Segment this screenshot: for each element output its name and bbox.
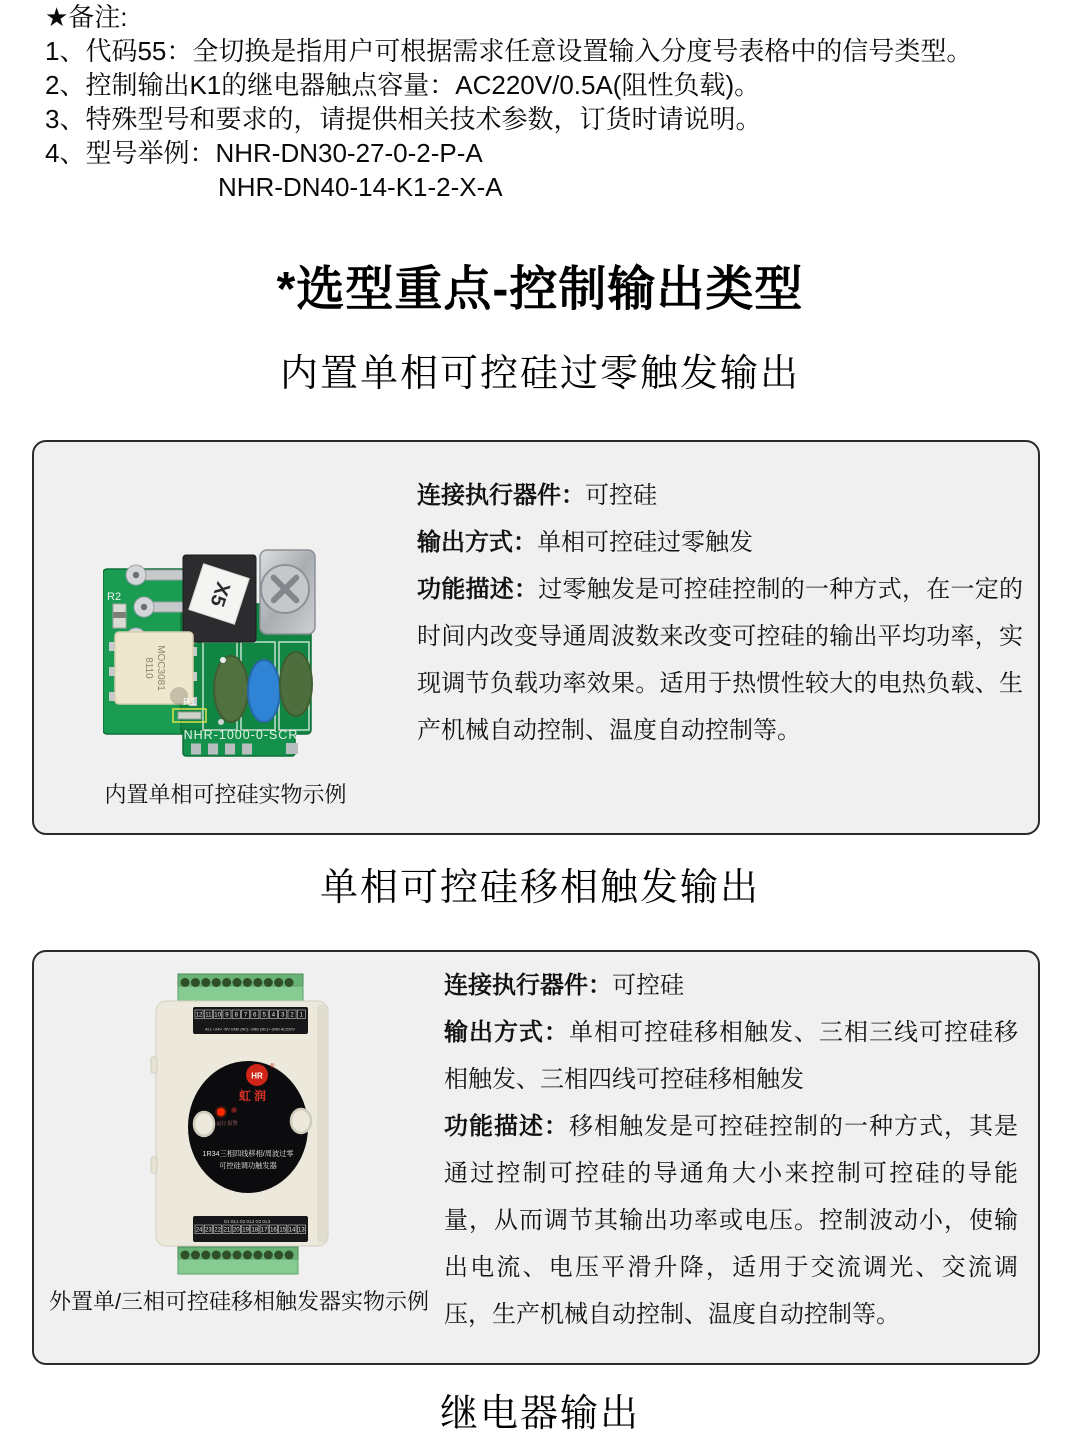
svg-text:17: 17 [260, 1227, 267, 1234]
spec-label: 功能描述： [444, 1113, 569, 1140]
pcb-bottom-pad [286, 743, 298, 754]
alarm-led-indicator [231, 1107, 237, 1113]
brand-name-text: 虹润 [238, 1089, 269, 1103]
pcb-label-r2: R2 [107, 591, 122, 603]
spec-connect-device [417, 472, 1023, 519]
svg-text:11: 11 [204, 1012, 211, 1019]
spec-text: 单相可控硅移相触发、三相三线可控硅移相触发、三相四线可控硅移相触发 [444, 1019, 1018, 1093]
module-top-label-strip [193, 1007, 308, 1034]
svg-text:7: 7 [243, 1012, 247, 1019]
spec-label: 输出方式： [417, 529, 537, 556]
svg-text:19: 19 [241, 1227, 249, 1234]
pcb-board-model-label: NHR-1000-0-SCR [183, 728, 299, 742]
module-top-terminal-labels: AL1 +24V +5V GND (NC)- GND (NC)+ GND AC220V [204, 1027, 295, 1032]
svg-text:18: 18 [251, 1227, 258, 1234]
mounting-hole [291, 1109, 311, 1133]
spec-label: 功能描述： [417, 576, 539, 603]
pcb-optocoupler [109, 632, 197, 706]
module-bottom-terminal-labels: G1 GL1 G2 GL2 G3 GL3 [223, 1219, 270, 1224]
spec-output-mode [417, 519, 1023, 566]
spec-connect-device [444, 962, 1018, 1009]
spec-label: 连接执行器件： [417, 482, 585, 509]
notes-block [45, 0, 972, 204]
svg-text:22: 22 [213, 1227, 221, 1234]
spec-text: 过零触发是可控硅控制的一种方式，在一定的时间内改变导通周波数来改变可控硅的输出平均功率，实现调节负载功率效果。适用于热惯性较大的电热负载、生产机械自动控制、温度自动控制等。 [417, 576, 1023, 744]
notes-header: ★备注: [45, 2, 128, 32]
svg-text:4: 4 [271, 1012, 275, 1019]
note-item-model-example: NHR-DN40-14-K1-2-X-A [218, 172, 503, 202]
svg-text:6: 6 [252, 1012, 257, 1019]
trigger-module-photo-illustration [147, 972, 332, 1277]
svg-text:20: 20 [232, 1227, 240, 1234]
svg-text:13: 13 [297, 1227, 305, 1234]
svg-text:24: 24 [195, 1227, 202, 1234]
svg-text:9: 9 [224, 1012, 229, 1019]
note-item: 1、代码55：全切换是指用户可根据需求任意设置输入分度号表格中的信号类型。 [45, 36, 973, 66]
section2-specs [444, 952, 1038, 1363]
svg-text:12: 12 [195, 1012, 202, 1019]
svg-text:8: 8 [234, 1012, 238, 1019]
pcb-chip-label: X5 [205, 579, 234, 610]
module-model-line1: 1R34三相四线移相/周波过零 [201, 1149, 294, 1158]
pcb-heatsink [260, 550, 315, 634]
svg-text:10: 10 [213, 1012, 221, 1019]
brand-logo-text: HR [250, 1071, 263, 1081]
spec-text: 可控硅 [612, 972, 684, 999]
pcb-photo-illustration [103, 542, 348, 762]
module-bottom-terminal-block [178, 1247, 298, 1274]
spec-text: 移相触发是可控硅控制的一种方式，其是通过控制可控硅的导通角大小来控制可控硅的导能量，从而调节其输出功率或电压。控制波动小，使输出电流、电压平滑升降，适用于交流调光、交流调压，生产机械自动控制、温度自动控制等。 [444, 1113, 1018, 1328]
section1-title: 内置单相可控硅过零触发输出 [279, 353, 800, 395]
brand-logo-reg-mark: ® [269, 1064, 274, 1070]
section2-photo-column [34, 952, 444, 1363]
svg-text:23: 23 [204, 1227, 212, 1234]
spec-label: 输出方式： [444, 1019, 569, 1046]
svg-text:15: 15 [278, 1227, 286, 1234]
module-bottom-label-strip [193, 1216, 308, 1242]
led-labels: 运行 报警 [215, 1121, 238, 1127]
svg-text:21: 21 [223, 1227, 230, 1234]
spec-text: 可控硅 [585, 482, 657, 509]
pcb-opto-label-2: 8110 [143, 657, 154, 679]
section3-title: 继电器输出 [439, 1393, 640, 1435]
pcb-capacitors [214, 652, 312, 725]
svg-text:1: 1 [299, 1012, 303, 1019]
note-item: 3、特殊型号和要求的，请提供相关技术参数，订货时请说明。 [45, 104, 762, 134]
pcb-label-r1: R1 [183, 697, 196, 708]
spec-text: 单相可控硅过零触发 [537, 529, 753, 556]
section1-panel [32, 440, 1040, 835]
section2-photo-caption: 外置单/三相可控硅移相触发器实物示例 [48, 1289, 430, 1314]
svg-text:16: 16 [269, 1227, 277, 1234]
spec-output-mode [444, 1009, 1018, 1103]
section1-specs [417, 442, 1038, 833]
module-side-tab [151, 1157, 157, 1173]
spec-label: 连接执行器件： [444, 972, 612, 999]
section1-photo-caption: 内置单相可控硅实物示例 [104, 782, 347, 807]
pcb-chip [183, 555, 256, 642]
svg-text:14: 14 [288, 1227, 295, 1234]
pcb-opto-label-1: MOC3081 [155, 645, 166, 691]
section2-title: 单相可控硅移相触发输出 [319, 867, 760, 909]
section2-panel [32, 950, 1040, 1365]
spec-function-desc [444, 1103, 1018, 1338]
run-led-indicator [217, 1108, 225, 1116]
module-top-terminal-block [178, 974, 303, 1001]
mounting-hole [194, 1112, 214, 1136]
module-model-line2: 可控硅调功触发器 [218, 1161, 277, 1170]
svg-text:5: 5 [261, 1012, 266, 1019]
svg-text:3: 3 [280, 1012, 284, 1019]
spec-function-desc [417, 566, 1023, 754]
note-item: 2、控制输出K1的继电器触点容量：AC220V/0.5A(阻性负载)。 [45, 70, 761, 100]
svg-text:2: 2 [289, 1012, 294, 1019]
main-title: *选型重点-控制输出类型 [276, 263, 804, 316]
module-side-tab [151, 1057, 157, 1073]
note-item: 4、型号举例：NHR-DN30-27-0-2-P-A [45, 138, 483, 168]
section1-photo-column [34, 442, 417, 833]
